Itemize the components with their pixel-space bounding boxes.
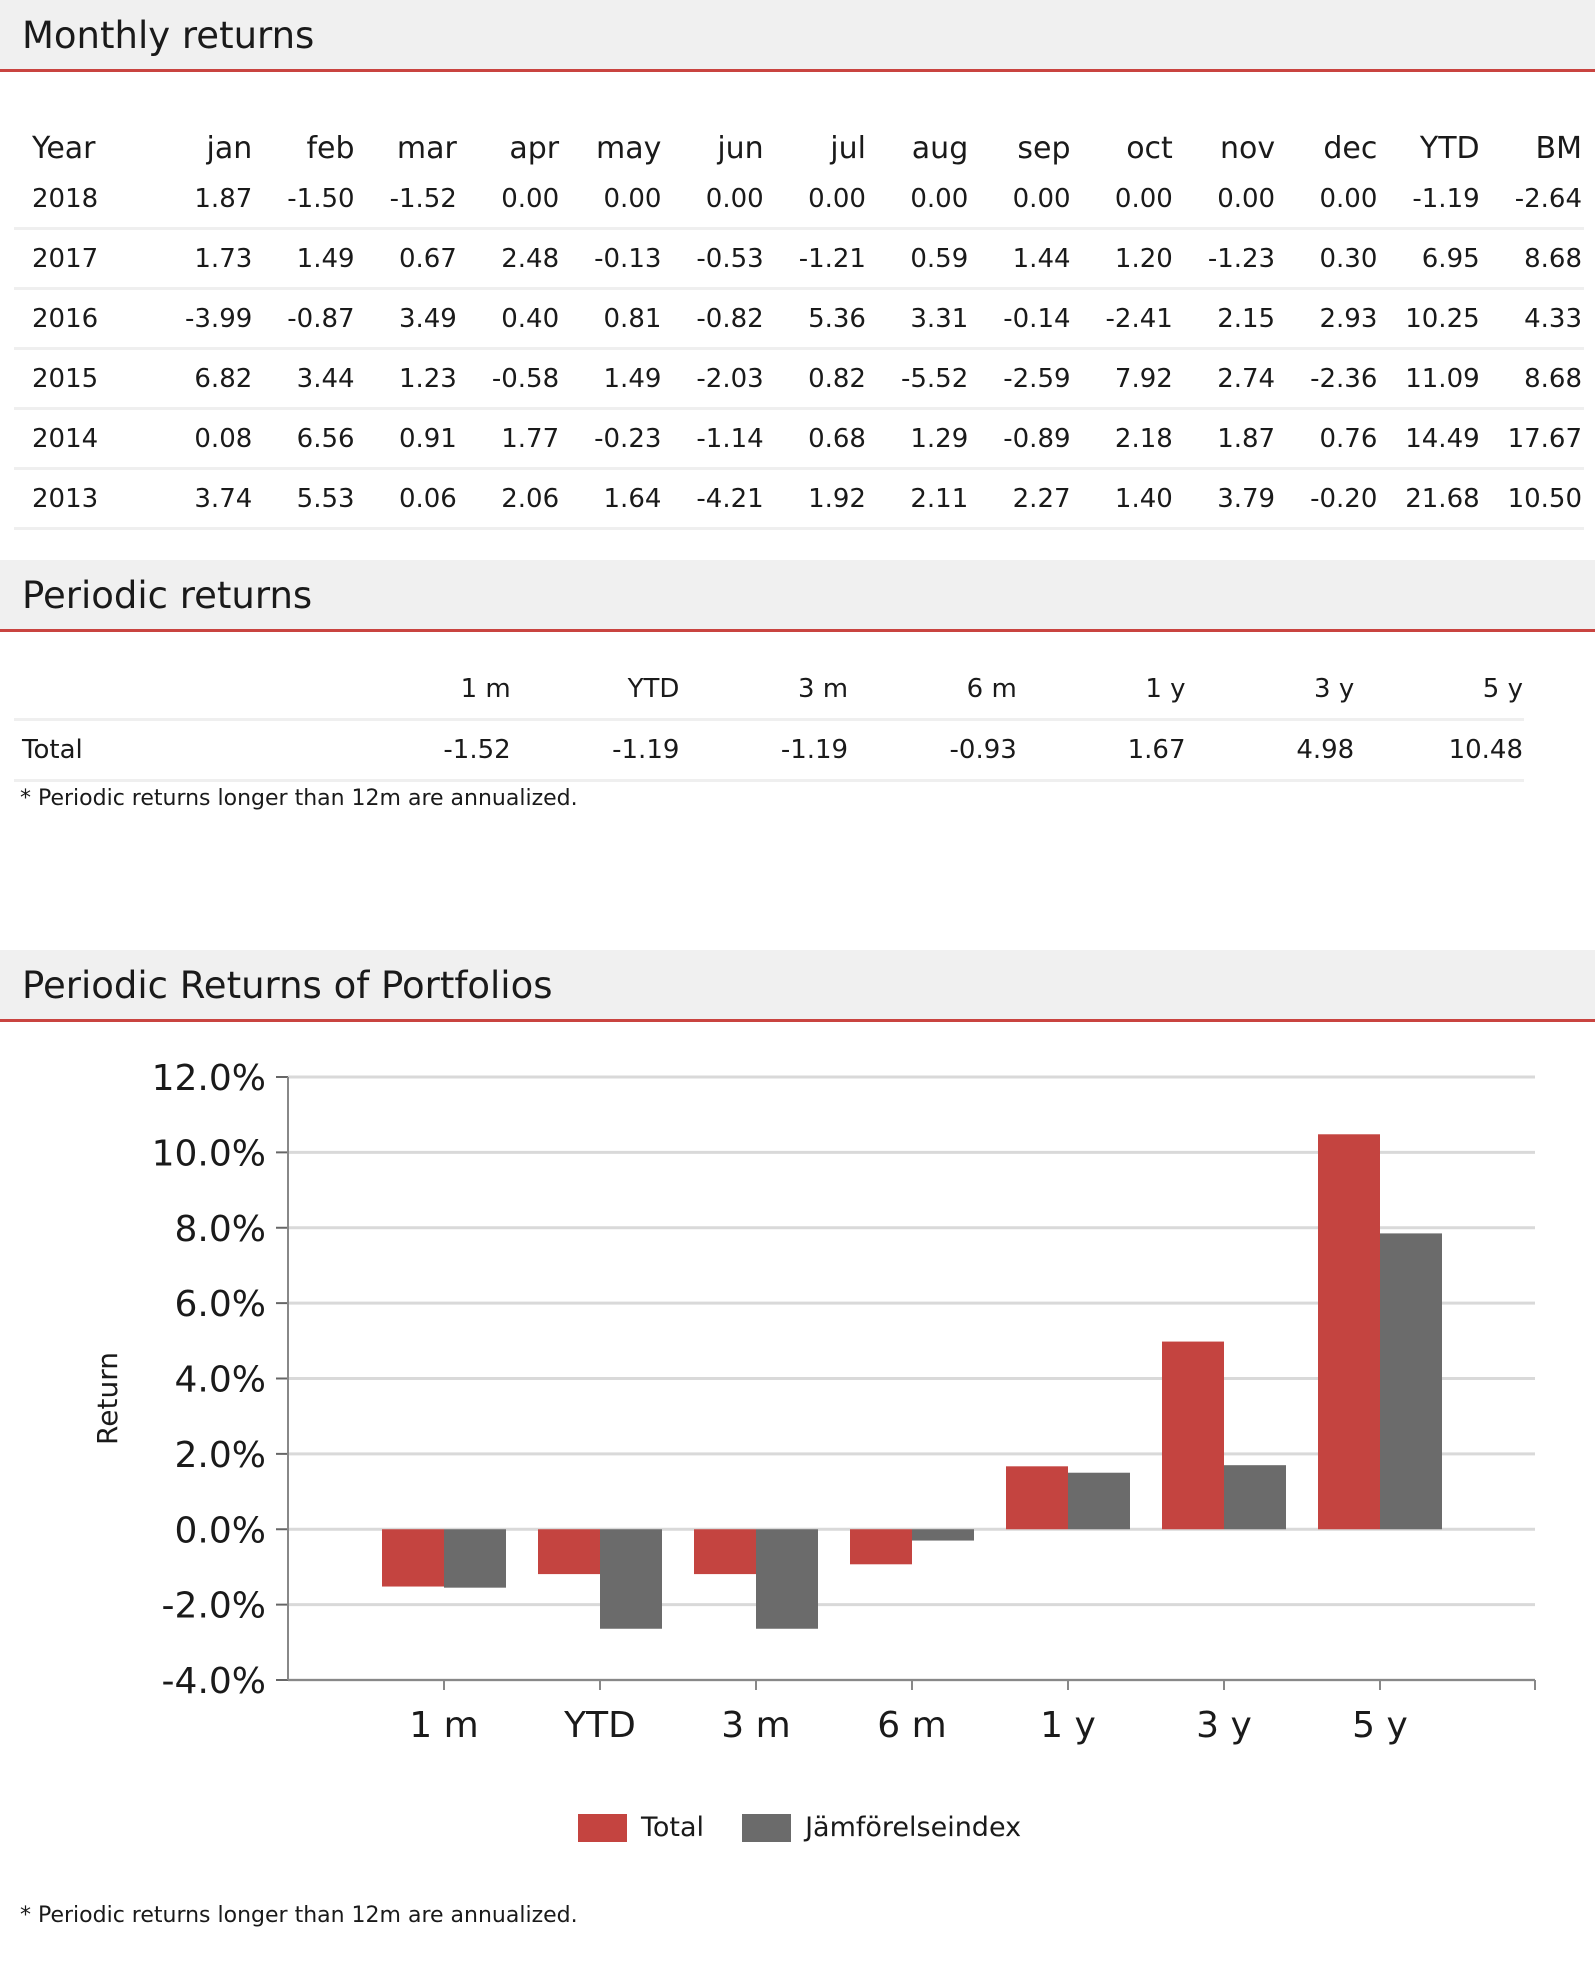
column-header: nov [1219,131,1276,166]
y-tick-label: 0.0% [174,1510,266,1552]
table-cell: 14.49 [1379,409,1481,469]
y-tick-label: -4.0% [161,1661,266,1702]
bar-total [1006,1466,1068,1529]
bar-benchmark [756,1529,818,1628]
table-cell: 0.68 [766,409,868,469]
table-cell: 2016 [14,289,152,349]
bar-benchmark [1068,1473,1130,1530]
table-cell: -0.89 [970,409,1072,469]
column-header: dec [1323,131,1378,166]
table-cell: -1.52 [357,170,459,229]
table-cell: 0.00 [1277,170,1379,229]
bar-total [1318,1134,1380,1529]
table-cell: 0.00 [766,170,868,229]
table-cell: 0.00 [1175,170,1277,229]
y-tick-label: 10.0% [151,1133,266,1175]
table-cell: -2.64 [1482,170,1584,229]
table-cell: 1.29 [868,409,970,469]
table-cell: -0.93 [849,720,1018,781]
chart-footnote: * Periodic returns longer than 12m are annualized. [20,1903,578,1928]
periodic-returns-header [0,560,1595,632]
bar-total [1162,1342,1224,1530]
column-header: 1 m [343,660,512,720]
y-tick-label: 2.0% [174,1434,266,1476]
x-tick-label: 5 y [1352,1705,1408,1746]
table-cell: 1.77 [459,409,561,469]
y-tick-label: 4.0% [174,1359,266,1401]
periodic-header-row [14,660,1524,720]
periodic-returns-chart [0,1025,1595,1805]
column-header: 6 m [849,660,1018,720]
table-cell: 2.93 [1277,289,1379,349]
bar-total [382,1529,444,1586]
column-header: YTD [512,660,681,720]
column-header: jan [206,131,253,166]
table-cell: 1.49 [254,229,356,289]
table-cell: 2015 [14,349,152,409]
column-header: Year [32,131,96,166]
table-cell: 1.87 [152,170,254,229]
column-header: feb [306,131,355,166]
column-header: YTD [1419,131,1480,166]
table-cell: 17.67 [1482,409,1584,469]
table-cell: 0.00 [663,170,765,229]
x-tick-label: 1 m [409,1705,479,1746]
table-cell: 10.25 [1379,289,1481,349]
table-cell: 2.48 [459,229,561,289]
table-cell: 1.67 [1018,720,1187,781]
bar-benchmark [912,1529,974,1540]
table-cell: 0.40 [459,289,561,349]
y-tick-label: 8.0% [174,1208,266,1250]
table-cell: -0.14 [970,289,1072,349]
table-row [14,469,1584,529]
table-cell: -0.87 [254,289,356,349]
monthly-returns-table [14,112,1584,530]
column-header: aug [911,131,969,166]
table-cell: 2.27 [970,469,1072,529]
table-row [14,170,1584,229]
bar-benchmark [1380,1233,1442,1529]
table-cell: -1.21 [766,229,868,289]
column-header: BM [1535,131,1582,166]
column-header: apr [509,131,560,166]
x-tick-label: 3 m [721,1705,791,1746]
x-tick-label: 1 y [1040,1705,1096,1746]
column-header: jul [830,131,866,166]
table-cell: 1.44 [970,229,1072,289]
table-cell: 3.44 [254,349,356,409]
table-cell: -3.99 [152,289,254,349]
table-cell: -0.13 [561,229,663,289]
table-cell: -1.52 [343,720,512,781]
table-cell: 10.50 [1482,469,1584,529]
table-row [14,720,1524,781]
bar-total [850,1529,912,1564]
table-row [14,229,1584,289]
table-cell: 0.67 [357,229,459,289]
table-cell: 0.08 [152,409,254,469]
table-cell: 3.74 [152,469,254,529]
table-cell: 2.11 [868,469,970,529]
column-header: may [596,131,662,166]
table-cell: 2013 [14,469,152,529]
table-cell: 2.18 [1073,409,1175,469]
bar-benchmark [600,1529,662,1628]
table-cell: -2.41 [1073,289,1175,349]
table-cell: 21.68 [1379,469,1481,529]
y-tick-label: 6.0% [174,1284,266,1326]
monthly-header-row [14,112,1584,170]
x-tick-label: YTD [564,1705,636,1746]
table-cell: 3.49 [357,289,459,349]
x-tick-label: 6 m [877,1705,947,1746]
table-cell: 0.30 [1277,229,1379,289]
legend-label-benchmark: Jämförelseindex [805,1812,1022,1843]
table-cell: 0.06 [357,469,459,529]
table-cell: 6.82 [152,349,254,409]
chart-section-title: Periodic Returns of Portfolios [22,964,553,1007]
column-header: sep [1017,131,1071,166]
bar-benchmark [444,1529,506,1587]
table-cell: 0.76 [1277,409,1379,469]
legend-label-total: Total [641,1812,705,1843]
table-cell: -0.23 [561,409,663,469]
monthly-returns-header [0,0,1595,72]
table-cell: 3.79 [1175,469,1277,529]
table-cell: 0.00 [459,170,561,229]
table-cell: -0.82 [663,289,765,349]
table-cell: 1.23 [357,349,459,409]
table-cell: -1.19 [1379,170,1481,229]
column-header [14,660,343,720]
table-cell: 8.68 [1482,349,1584,409]
y-tick-label: 12.0% [151,1058,266,1099]
periodic-returns-table [14,660,1524,782]
table-cell: 10.48 [1355,720,1524,781]
table-cell: 1.73 [152,229,254,289]
table-cell: 4.98 [1187,720,1356,781]
table-cell: 2.06 [459,469,561,529]
legend-item-benchmark [742,1812,1021,1843]
table-cell: -2.03 [663,349,765,409]
table-cell: -1.19 [680,720,849,781]
table-cell: -0.58 [459,349,561,409]
table-row [14,349,1584,409]
legend-swatch-benchmark [742,1814,791,1842]
table-cell: 8.68 [1482,229,1584,289]
table-cell: 2018 [14,170,152,229]
table-cell: 5.53 [254,469,356,529]
column-header: 3 m [680,660,849,720]
table-cell: -1.23 [1175,229,1277,289]
table-row [14,409,1584,469]
table-cell: 1.20 [1073,229,1175,289]
table-cell: -1.50 [254,170,356,229]
table-row [14,289,1584,349]
monthly-returns-title: Monthly returns [22,14,315,57]
column-header: 5 y [1355,660,1524,720]
column-header: jun [717,131,764,166]
chart-legend [578,1812,1059,1843]
table-cell: 1.49 [561,349,663,409]
table-cell: 0.00 [970,170,1072,229]
table-cell: 0.00 [1073,170,1175,229]
table-cell: 0.00 [868,170,970,229]
table-cell: -1.19 [512,720,681,781]
table-cell: 1.87 [1175,409,1277,469]
table-cell: 2.74 [1175,349,1277,409]
table-cell: -4.21 [663,469,765,529]
table-cell: -2.36 [1277,349,1379,409]
x-tick-label: 3 y [1196,1705,1252,1746]
column-header: 3 y [1187,660,1356,720]
legend-item-total [578,1812,704,1843]
column-header: mar [396,131,457,166]
table-cell: 11.09 [1379,349,1481,409]
chart-section-header [0,950,1595,1022]
bar-benchmark [1224,1465,1286,1529]
table-cell: 5.36 [766,289,868,349]
column-header: 1 y [1018,660,1187,720]
table-cell: 4.33 [1482,289,1584,349]
table-cell: 2.15 [1175,289,1277,349]
periodic-returns-title: Periodic returns [22,574,313,617]
table-cell: 2014 [14,409,152,469]
table-cell: 3.31 [868,289,970,349]
table-cell: -2.59 [970,349,1072,409]
table-cell: 0.00 [561,170,663,229]
table-cell: -1.14 [663,409,765,469]
periodic-footnote: * Periodic returns longer than 12m are annualized. [20,786,578,811]
table-cell: 1.92 [766,469,868,529]
table-cell: 1.40 [1073,469,1175,529]
table-cell: -0.53 [663,229,765,289]
table-cell: 2017 [14,229,152,289]
y-axis-label: Return [91,1352,124,1445]
table-cell: -5.52 [868,349,970,409]
table-cell: 7.92 [1073,349,1175,409]
table-cell: -0.20 [1277,469,1379,529]
table-cell: 0.59 [868,229,970,289]
table-cell: Total [14,720,343,781]
legend-swatch-total [578,1814,627,1842]
bar-total [694,1529,756,1574]
column-header: oct [1126,131,1173,166]
bar-total [538,1529,600,1574]
table-cell: 0.82 [766,349,868,409]
table-cell: 1.64 [561,469,663,529]
table-cell: 0.91 [357,409,459,469]
table-cell: 6.56 [254,409,356,469]
table-cell: 0.81 [561,289,663,349]
y-tick-label: -2.0% [161,1585,266,1627]
table-cell: 6.95 [1379,229,1481,289]
